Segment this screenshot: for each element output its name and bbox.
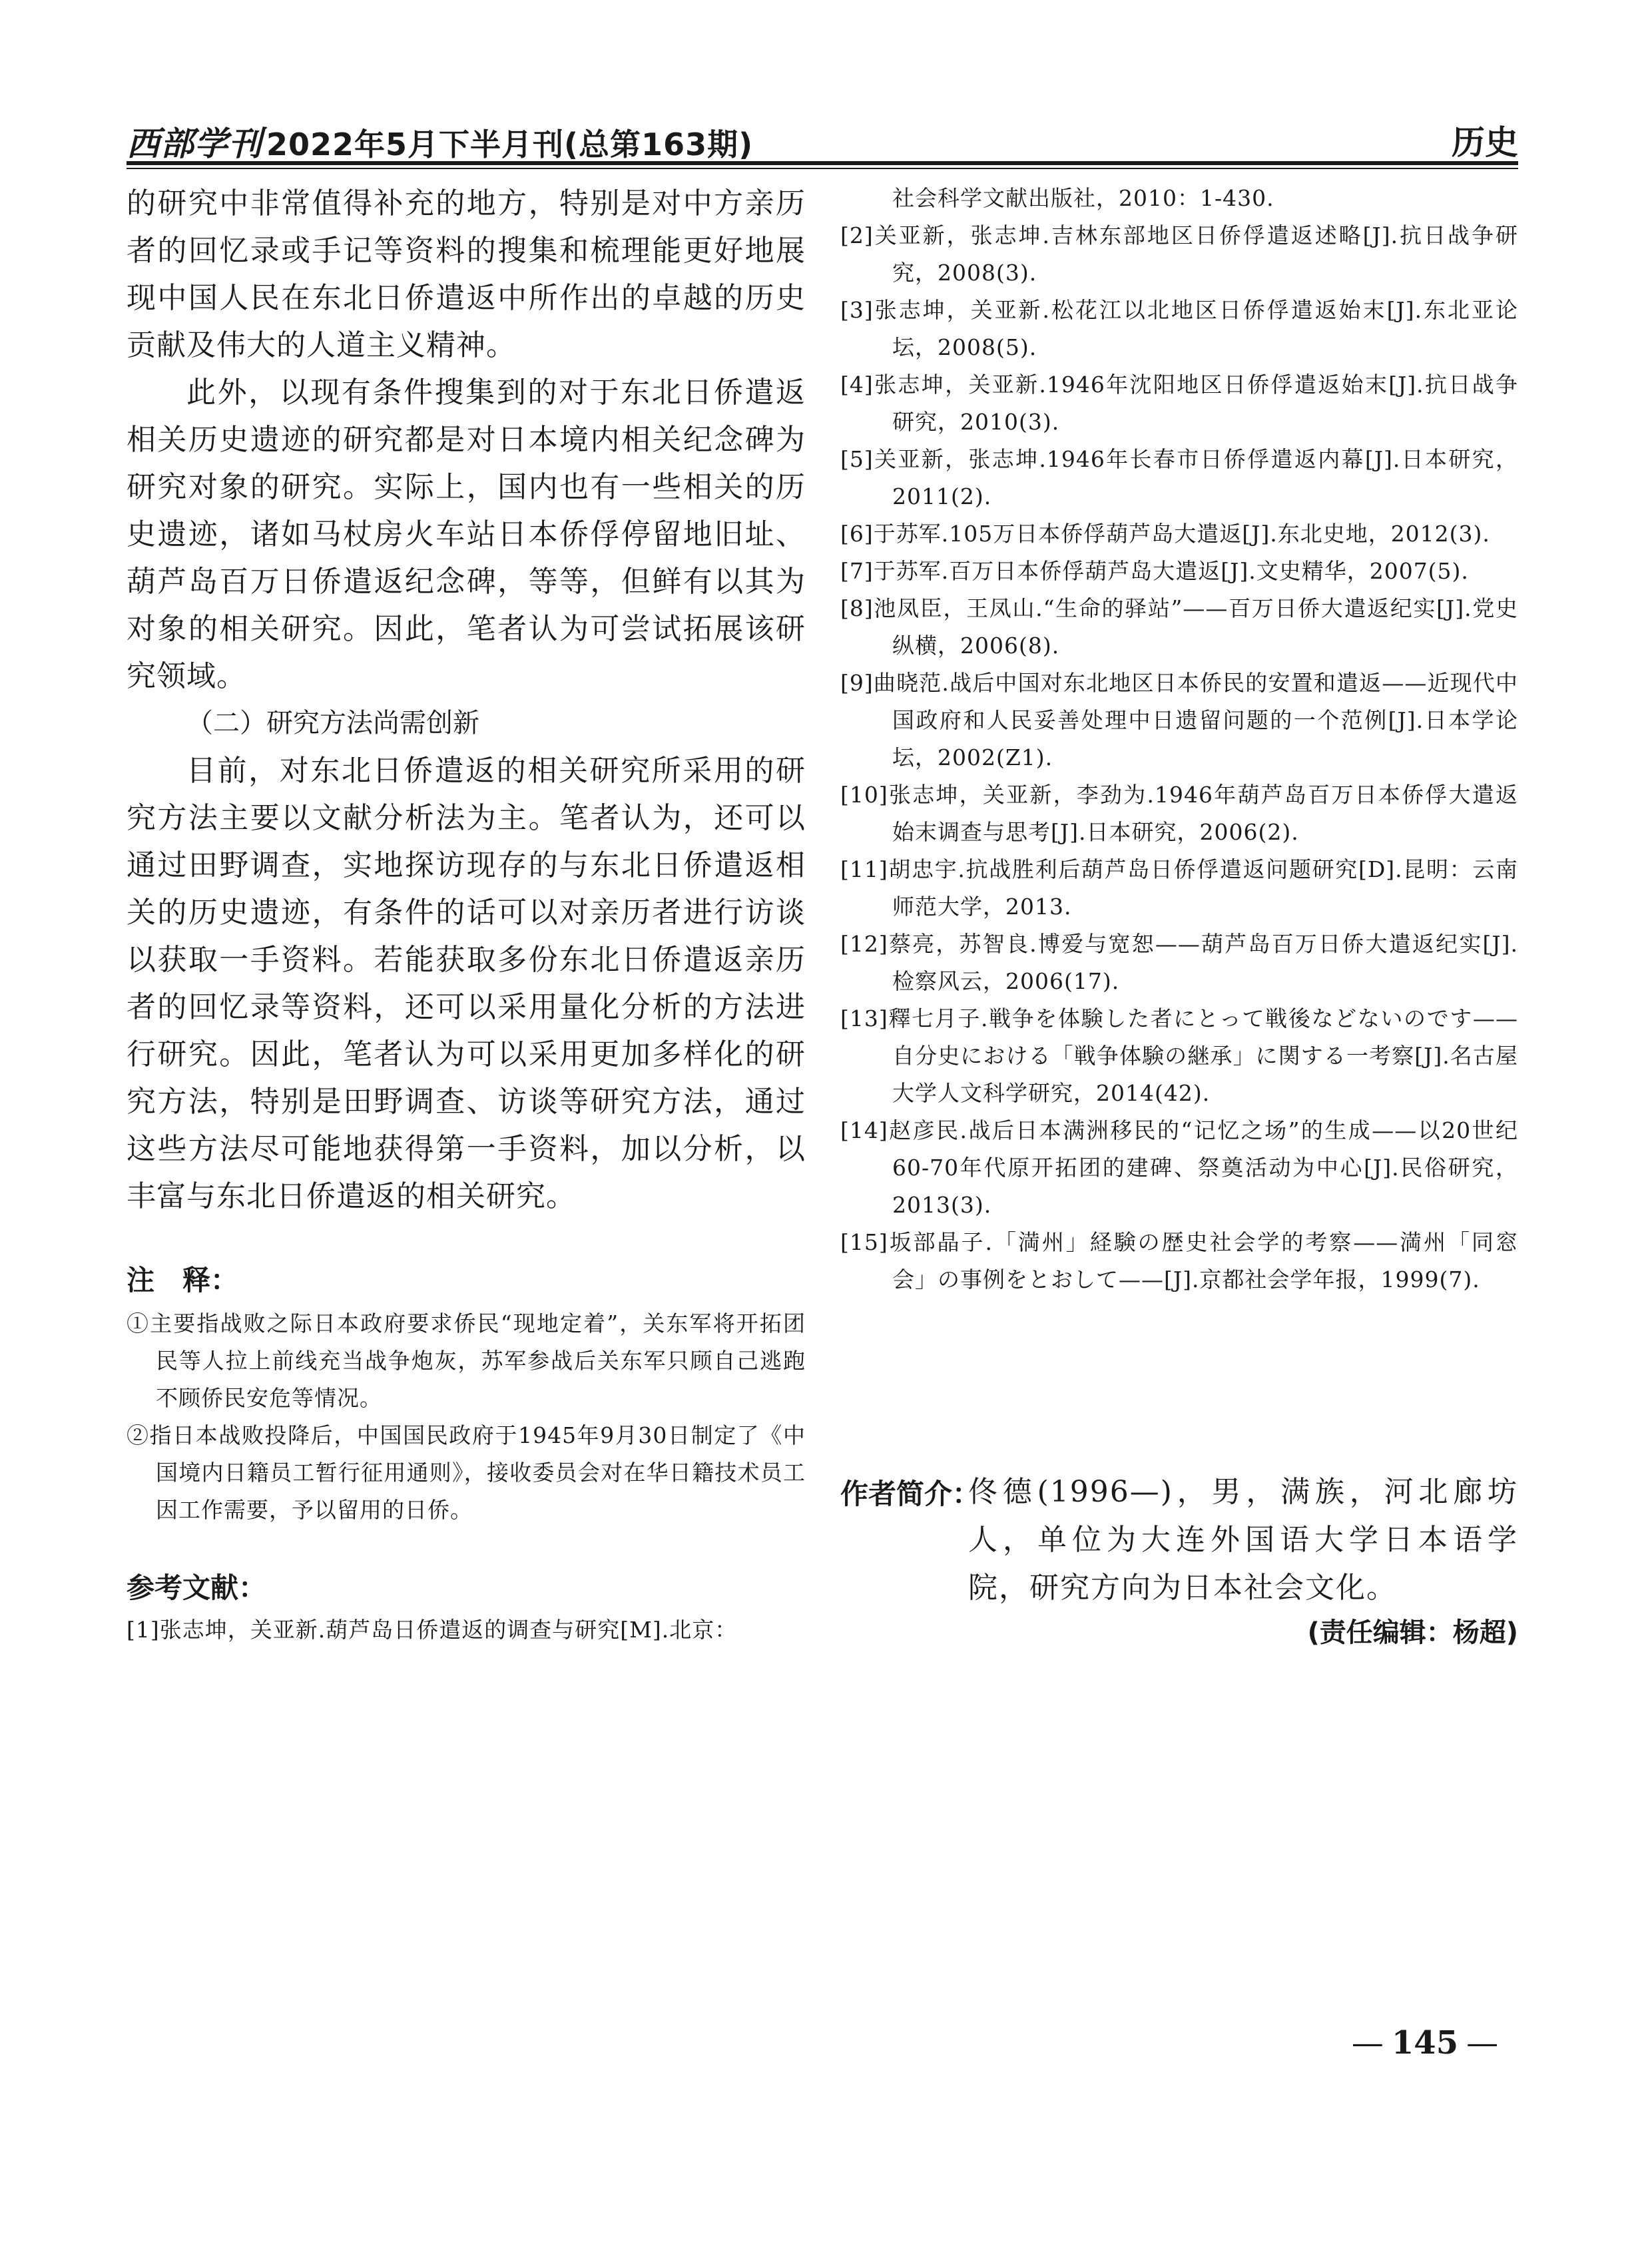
reference-item: [8]池凤臣，王凤山.“生命的驿站”——百万日侨大遣返纪实[J].党史纵横，2006(8). <box>840 595 1518 659</box>
note-item: ②指日本战败投降后，中国国民政府于1945年9月30日制定了《中国境内日籍员工暂行征用通则》，接收委员会对在华日籍技术员工因工作需要，予以留用的日侨。 <box>127 1422 806 1523</box>
notes-title: 注 释： <box>127 1264 239 1296</box>
reference-item: [6]于苏军.105万日本侨俘葫芦岛大遣返[J].东北史地，2012(3). <box>840 521 1490 547</box>
header-rule-thin <box>127 168 1518 169</box>
paragraph: 目前，对东北日侨遣返的相关研究所采用的研究方法主要以文献分析法为主。笔者认为，还可以通过田野调查，实地探访现存的与东北日侨遣返相关的历史遗迹，有条件的话可以对亲历者进行访谈以获取一手资料。若能获取多份东北日侨遣返亲历者的回忆录等资料，还可以采用量化分析的方法进行研究。因此，笔者认为可以采用更加多样化的研究方法，特别是田野调查、访谈等研究方法，通过这些方法尽可能地获得第一手资料，加以分析，以丰富与东北日侨遣返的相关研究。 <box>127 754 806 1213</box>
page-number <box>1332 2024 1518 2062</box>
reference-item: [5]关亚新，张志坤.1946年长春市日侨俘遣返内幕[J].日本研究，2011(2). <box>840 446 1518 509</box>
reference-item: [2]关亚新，张志坤.吉林东部地区日侨俘遣返述略[J].抗日战争研究，2008(3). <box>840 222 1518 286</box>
references-title: 参考文献： <box>127 1571 267 1604</box>
subheading: （二）研究方法尚需创新 <box>186 708 479 738</box>
paragraph: 此外，以现有条件搜集到的对于东北日侨遣返相关历史遗迹的研究都是对日本境内相关纪念碑为研究对象的研究。实际上，国内也有一些相关的历史遗迹，诸如马杖房火车站日本侨俘停留地旧址、葫芦岛百万日侨遣返纪念碑，等等，但鲜有以其为对象的相关研究。因此，笔者认为可尝试拓展该研究领域。 <box>127 376 806 693</box>
author-text: 佟德(1996—)，男，满族，河北廊坊人，单位为大连外国语大学日本语学院，研究方向为日本社会文化。 <box>968 1475 1518 1605</box>
page-header <box>127 112 1518 163</box>
journal-issue <box>127 117 753 165</box>
section-name: 历史 <box>1452 123 1518 162</box>
reference-item: [11]胡忠宇.抗战胜利后葫芦岛日侨俘遣返问题研究[D].昆明：云南师范大学，2013. <box>840 856 1518 920</box>
dash-icon: — <box>1466 2024 1499 2062</box>
journal-name: 西部学刊 <box>127 124 262 163</box>
reference-item: [15]坂部晶子.「満州」経験の歴史社会学的考察——満州「同窓会」の事例をとおして——[J].京都社会学年报，1999(7). <box>840 1229 1518 1292</box>
reference-item: [13]釋七月子.戦争を体験した者にとって戦後などないのです——自分史における「戦争体験の継承」に関する一考察[J].名古屋大学人文科学研究，2014(42). <box>840 1005 1518 1106</box>
reference-item-continued: 社会科学文献出版社，2010：1-430. <box>892 185 1274 211</box>
left-column <box>127 180 806 1649</box>
reference-item: [12]蔡亮，苏智良.博爱与宽恕——葫芦岛百万日侨大遣返纪实[J].检察风云，2006(17). <box>840 931 1518 994</box>
reference-item: [10]张志坤，关亚新，李劲为.1946年葫芦岛百万日本侨俘大遣返始末调查与思考[J].日本研究，2006(2). <box>840 782 1518 845</box>
paragraph: 的研究中非常值得补充的地方，特别是对中方亲历者的回忆录或手记等资料的搜集和梳理能更好地展现中国人民在东北日侨遣返中所作出的卓越的历史贡献及伟大的人道主义精神。 <box>127 186 806 362</box>
reference-item: [7]于苏军.百万日本侨俘葫芦岛大遣返[J].文史精华，2007(5). <box>840 558 1469 584</box>
page-number-value: 145 <box>1391 2024 1459 2062</box>
note-item: ①主要指战败之际日本政府要求侨民“现地定着”，关东军将开拓团民等人拉上前线充当战争炮灰，苏军参战后关东军只顾自己逃跑不顾侨民安危等情况。 <box>127 1310 806 1411</box>
reference-item: [3]张志坤，关亚新.松花江以北地区日侨俘遣返始末[J].东北亚论坛，2008(5). <box>840 297 1518 360</box>
header-rule <box>127 161 1518 165</box>
right-column <box>840 180 1518 1298</box>
reference-item: [9]曲晓范.战后中国对东北地区日本侨民的安置和遣返——近现代中国政府和人民妥善处理中日遗留问题的一个范例[J].日本学论坛，2002(Z1). <box>840 670 1518 770</box>
responsible-editor: (责任编辑：杨超) <box>1307 1617 1518 1648</box>
author-label: 作者简介： <box>840 1478 981 1510</box>
reference-item: [14]赵彦民.战后日本满洲移民的“记忆之场”的生成——以20世纪60-70年代原开拓团的建碑、祭奠活动为中心[J].民俗研究，2013(3). <box>840 1117 1518 1218</box>
dash-icon: — <box>1351 2024 1384 2062</box>
issue-info: 2022年5月下半月刊(总第163期) <box>266 127 754 162</box>
reference-item: [1]张志坤，关亚新.葫芦岛日侨遣返的调查与研究[M].北京： <box>127 1617 738 1643</box>
reference-item: [4]张志坤，关亚新.1946年沈阳地区日侨俘遣返始末[J].抗日战争研究，2010(3). <box>840 372 1518 435</box>
